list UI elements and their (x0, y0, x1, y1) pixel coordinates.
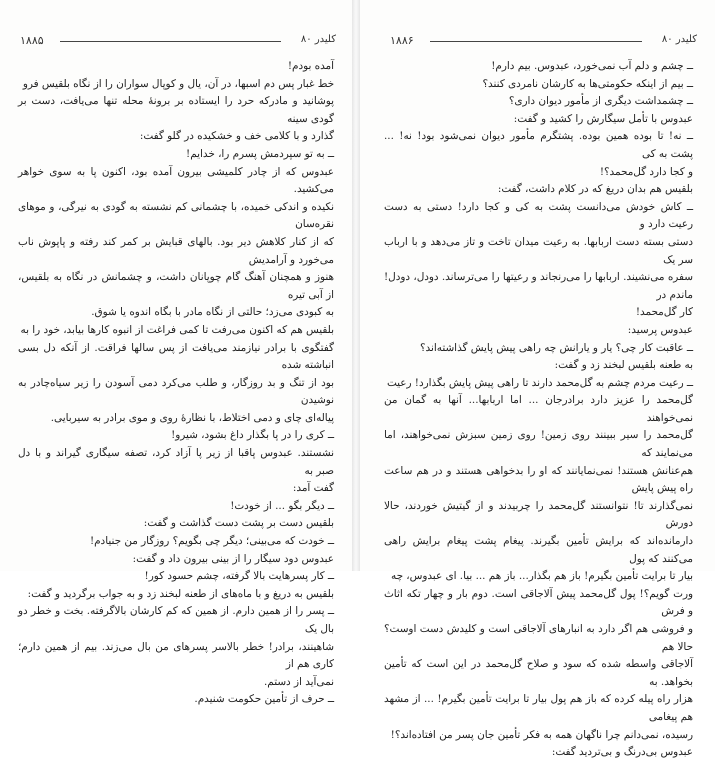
left-page (0, 0, 352, 706)
page-number: ۱۸۸۵ (20, 34, 44, 47)
text-line: و کجا دارد گل‌محمد؟! (599, 165, 693, 178)
right-page-header (390, 34, 697, 50)
text-line: رسیده، نمی‌دانم چرا ناگهان همه به فکر تأمین جان پسر من افتاده‌اند؟! (390, 728, 693, 741)
text-line: بلقیس هم بدان دریغ که در کلام داشت، گفت: (497, 183, 693, 196)
text-line: ــ رعیت مردم چشم به گل‌محمد دارند تا راهی پیش پایش بگذارد! رعیت (386, 376, 693, 389)
text-line: ــ به تو سپردمش پسرم را، خدایم! (186, 147, 334, 160)
text-line: هنوز و همچنان آهنگ گام چوپانان داشت، و چشمانش در نگاه به بلقیس، از آبی تیره (18, 271, 334, 301)
text-line: بلقیس دست بر پشت دست گذاشت و گفت: (143, 517, 334, 530)
text-line: گفتگوی با برادر نیازمند می‌یافت از پس سالها فراقت. از آنکه دل بسی انباشته شده (18, 341, 334, 372)
text-line: به کبودی می‌زد؛ حالتی از نگاه مادر با بگاه اندوه یا شوق. (91, 306, 334, 319)
text-line: ــ چشم و دلم آب نمی‌خورد، عبدوس. بیم دارم! (491, 60, 693, 72)
text-line: عبدوس بی‌درنگ و بی‌تردید گفت: (551, 746, 693, 759)
text-line: شاهینند، برادر! خطر بالاسر پسرهای من بال می‌زند. بیم از همین دارم؛ کاری هم از (18, 640, 334, 671)
text-line: خط غبار پس دم اسبها، در آن، یال و کوپال سواران را از نگاه بلقیس فرو (22, 77, 334, 90)
text-line: بلقیس به دریغ و با ماه‌های از طعنه لبخند زد و به جواب برگردید و گفت: (27, 587, 334, 600)
text-line: آمده بودم! (287, 60, 334, 72)
text-line: گل‌محمد را سیر ببینند روی زمین! روی زمین سبزش نمی‌خواهند، اما می‌نمایند که (384, 429, 693, 460)
left-page-body (18, 58, 334, 706)
right-page-body (384, 58, 693, 759)
text-line: ــ دیگر بگو ... از خودت! (230, 499, 334, 512)
text-line: بود از تنگ و بد روزگار، و طلب می‌کرد دمی آسودن را زیر سیاه‌چادر به نوشیدن (18, 376, 334, 407)
text-line: آلاجاقی واسطه شده که سود و صلاح گل‌محمد در این است که تأمین بخواهد. به (384, 658, 693, 688)
text-line: گل‌محمد را عزیز دارد برادرجان ... اما اربابها... آنها به گمان من نمی‌خواهند (384, 394, 693, 424)
text-line: نشستند. عبدوس پاقبا از زیر پا آزاد کرد، تصفه سیگاری گیراند و با دل صبر به (18, 447, 334, 477)
page-number: ۱۸۸۶ (390, 34, 414, 47)
running-title: کلیدر ۸۰ (661, 34, 697, 45)
text-line: ــ عاقبت کار چی؟ یار و یارانش چه راهی پیش پایش گذاشته‌اند؟ (420, 341, 693, 354)
text-line: ــ نه! تا بوده همین بوده. پشتگرم مأمور دیوان نمی‌شود بود! نه! ... پشت به کی (384, 130, 693, 160)
text-line: ــ خودت که می‌بینی؛ دیگر چی بگویم؟ روزگار من جنیادم! (89, 535, 334, 548)
text-line: ــ حرف از تأمین حکومت شنیدم. (194, 693, 334, 706)
text-line: کار گل‌محمد! (635, 306, 693, 319)
text-line: بلقیس هم که اکنون می‌رفت تا کمی فراغت از انبوه کارها بیابد، خود را به (20, 323, 334, 336)
text-line: ــ پسر را از همین دارم. از همین که کم کارشان بالاگرفته. بخت و خطر دو بال یک (18, 605, 334, 635)
text-line: ــ چشمداشت دیگری از مأمور دیوان داری؟ (508, 95, 693, 108)
text-line: که از کنار کلاهش دیر بود. بالهای قبایش بر کمر کند رفته و پاپوش ناب می‌خورد و آرامدیش (18, 235, 334, 266)
text-line: ــ کاش خودش می‌دانست پشت به کی و کجا دارد! دستی به دست رعیت دارد و (384, 200, 693, 231)
header-rule (60, 41, 281, 42)
text-line: هزار راه پیله کرده که باز هم پول بیار تا برایت تأمین بگیرم! ... از مشهد هم پیغامی (384, 693, 693, 723)
text-line: پیاله‌ای چای و دمی اختلاط، با نظارهٔ روی و موی برادر به سیربایی. (50, 411, 334, 424)
text-line: پوشانید و مادرکه حرد را ایستاده بر برونهٔ محله تنها می‌یافت، دست بر گودی سینه (18, 95, 334, 125)
text-line: به طعنه بلقیس لبخند زد و گفت: (554, 359, 693, 372)
running-title: کلیدر ۸۰ (300, 34, 336, 45)
text-line: دارمانده‌اند که برایش تأمین بگیرند. پیغام پشت پیغام برایش راهی می‌کنند که پول (384, 535, 693, 565)
text-line: ورت گویم؟! پول گل‌محمد پیش آلاجاقی است. دوم بار و چهار تکه اثاث و فرش (384, 587, 693, 618)
right-page (360, 0, 715, 759)
book-gutter (352, 0, 360, 571)
text-line: دستی بسته دست اربابها. به رعیت میدان تاخت و تاز می‌دهد و با ارباب سر یک (384, 235, 693, 266)
text-line: گذارد و با کلامی خف و خشکیده در گلو گفت: (139, 130, 334, 143)
text-line: عبدوس پرسید: (627, 323, 693, 336)
text-line: سفره می‌نشیند. اربابها را می‌رنجاند و رعیتها را می‌ترساند. دودل، دودل! ماندم در (384, 271, 693, 301)
text-line: بیار تا برایت تأمین بگیرم! باز هم بگذار... باز هم ... بیا. ای عبدوس، چه (391, 570, 693, 583)
text-line: نمی‌گذارند تا! نتوانستند گل‌محمد را چربیدند و از گیتیش خوردند، حالا دورش (384, 499, 693, 530)
header-rule (430, 41, 642, 42)
text-line: گفت آمد: (292, 482, 334, 495)
text-line: و فروشی هم اگر دارد به انبارهای آلاجاقی است و کلیدش دست اوست؟ حالا هم (384, 623, 693, 653)
text-line: ــ بیم از اینکه حکومتی‌ها به کارشان نامردی کنند؟ (482, 77, 693, 90)
text-line: ــ کری را در پا بگذار داغ بشود، شیرو! (171, 429, 334, 442)
text-line: نمی‌آید از دستم. (264, 675, 334, 688)
text-line: نکیده و اندکی خمیده، با چشمانی کم نشسته به گودی به نیرگی، و موهای نقره‌سان (18, 200, 334, 231)
left-page-header (20, 34, 336, 50)
text-line: ــ کار پسرهایت بالا گرفته، چشم حسود کور! (144, 570, 334, 583)
text-line: عبدوس که از چادر کلمیشی بیرون آمده بود، اکنون پا به سوی خواهر می‌کشید. (18, 165, 334, 196)
text-line: عبدوس دود سیگار را از بینی بیرون داد و گفت: (132, 552, 334, 565)
text-line: هم‌عنانش هستند! نمی‌نمایانند که او را بدخواهی هستند و در هم ساعت راه پیش پایش (384, 464, 693, 495)
text-line: عبدوس با تأمل سیگارش را کشید و گفت: (513, 112, 693, 125)
